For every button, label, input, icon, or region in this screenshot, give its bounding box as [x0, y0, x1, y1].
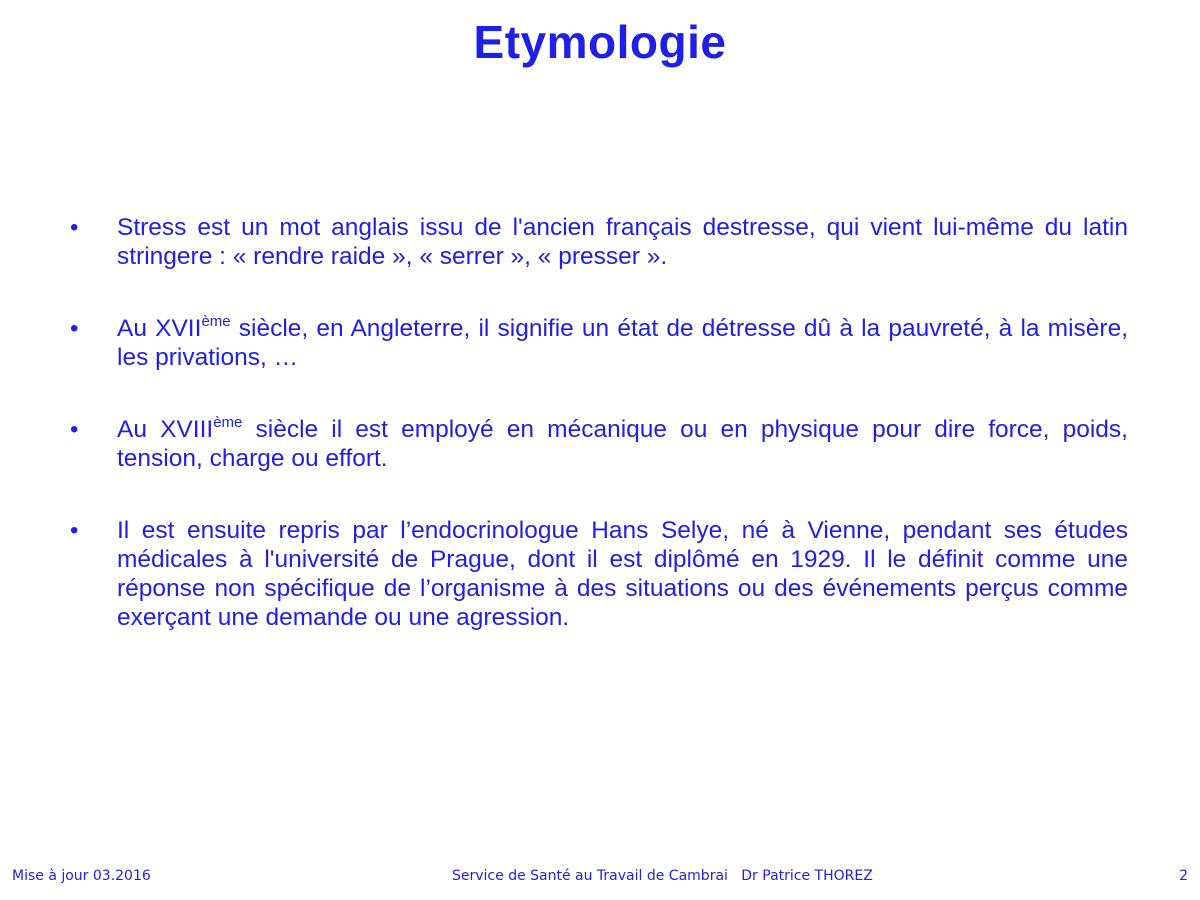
bullet-text: Au XVIII	[117, 416, 214, 443]
slide-title: Etymologie	[473, 16, 727, 68]
bullet-list	[70, 213, 1128, 675]
bullet-text: Il est ensuite repris par l’endocrinologue Hans Selye, né à Vienne, pendant ses études médicales à l'université de Prague, dont il est diplômé en 1929. Il le définit comme une réponse non spécifique de l’organisme à des situations ou des événements perçus comme exerçant une demande ou une agression.	[117, 517, 1128, 631]
footer-author: Service de Santé au Travail de Cambrai Dr Patrice THOREZ	[452, 868, 873, 884]
bullet-item-etymology-origin	[70, 213, 1128, 271]
bullet-text: Stress est un mot anglais issu de l'ancien français destresse, qui vient lui-même du latin stringere : « rendre raide », « serrer », « presser ».	[117, 214, 1128, 270]
bullet-superscript: ème	[213, 414, 243, 431]
footer-page-number: 2	[1179, 868, 1188, 884]
bullet-dot-icon: •	[70, 416, 79, 443]
bullet-item-18th-century	[70, 415, 1128, 473]
bullet-text: Au XVII	[117, 315, 202, 342]
bullet-item-17th-century	[70, 314, 1128, 372]
bullet-text-continued: siècle il est employé en mécanique ou en physique pour dire force, poids, tension, charge ou effort.	[117, 416, 1128, 472]
bullet-item-hans-selye	[70, 516, 1128, 632]
bullet-text-continued: siècle, en Angleterre, il signifie un état de détresse dû à la pauvreté, à la misère, les privations, …	[117, 315, 1128, 371]
bullet-superscript: ème	[201, 313, 231, 330]
bullet-dot-icon: •	[70, 315, 79, 342]
footer-update-date: Mise à jour 03.2016	[12, 868, 151, 884]
bullet-dot-icon: •	[70, 517, 79, 544]
bullet-dot-icon: •	[70, 214, 79, 241]
